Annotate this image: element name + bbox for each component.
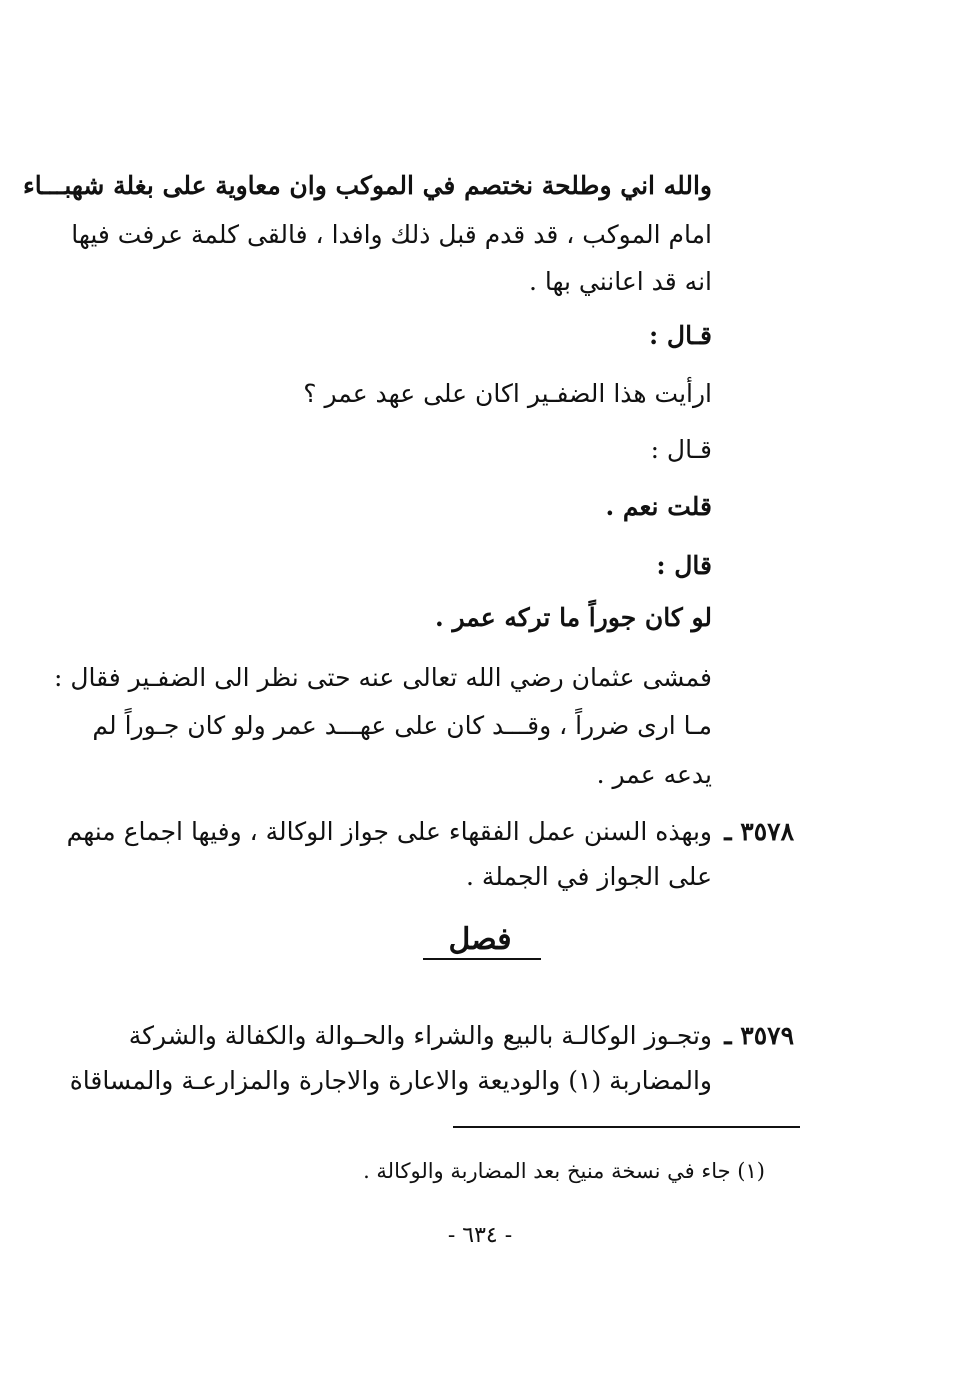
paragraph-number-3579: ٣٥٧٩ ـ: [724, 1021, 794, 1050]
text-line-3: انه قد اعانني بها .: [528, 267, 712, 296]
text-line-10: فمشى عثمان رضي الله تعالى عنه حتى نظر الى الضفـير فقال :: [53, 663, 712, 692]
footnote: (١) جاء في نسخة منيخ بعد المضاربة والوكالة .: [363, 1159, 765, 1183]
section-heading: فصل: [448, 922, 512, 957]
text-line-5: ارأيت هذا الضفـير اكان على عهد عمر ؟: [303, 379, 712, 408]
heading-underline: [423, 958, 541, 960]
text-line-9: لو كان جوراً ما تركه عمر .: [435, 603, 712, 632]
text-line-1: والله اني وطلحة نختصم في الموكب وان معاوية على بغلة شهبـــاء: [23, 171, 712, 200]
footnote-rule: [453, 1126, 800, 1128]
text-line-7: قلت نعم .: [605, 492, 712, 521]
text-line-16: والمضاربة (١) والوديعة والاعارة والاجارة والمزارعـة والمساقاة: [69, 1066, 712, 1095]
text-line-2: امام الموكب ، قد قدم قبل ذلك وافدا ، فالقى كلمة عرفت فيها: [71, 220, 712, 249]
text-line-13: وبهذه السنن عمل الفقهاء على جواز الوكالة ، وفيها اجماع منهم: [66, 817, 712, 846]
speaker-label-1: قـال :: [649, 321, 712, 350]
speaker-label-2: قـال :: [650, 435, 712, 464]
paragraph-number-3578: ٣٥٧٨ ـ: [724, 817, 794, 846]
speaker-label-3: قال :: [656, 551, 712, 580]
text-line-11: مـا ارى ضرراً ، وقـــد كان على عهـــد عمر ولو كان جـوراً لم: [92, 711, 712, 740]
text-line-12: يدعه عمر .: [596, 760, 712, 789]
text-line-15: وتجـوز الوكالـة بالبيع والشراء والحـوالة والكفالة والشركة: [128, 1021, 712, 1050]
page-number: - ٦٣٤ -: [447, 1223, 513, 1248]
text-line-14: على الجواز في الجملة .: [465, 862, 712, 891]
